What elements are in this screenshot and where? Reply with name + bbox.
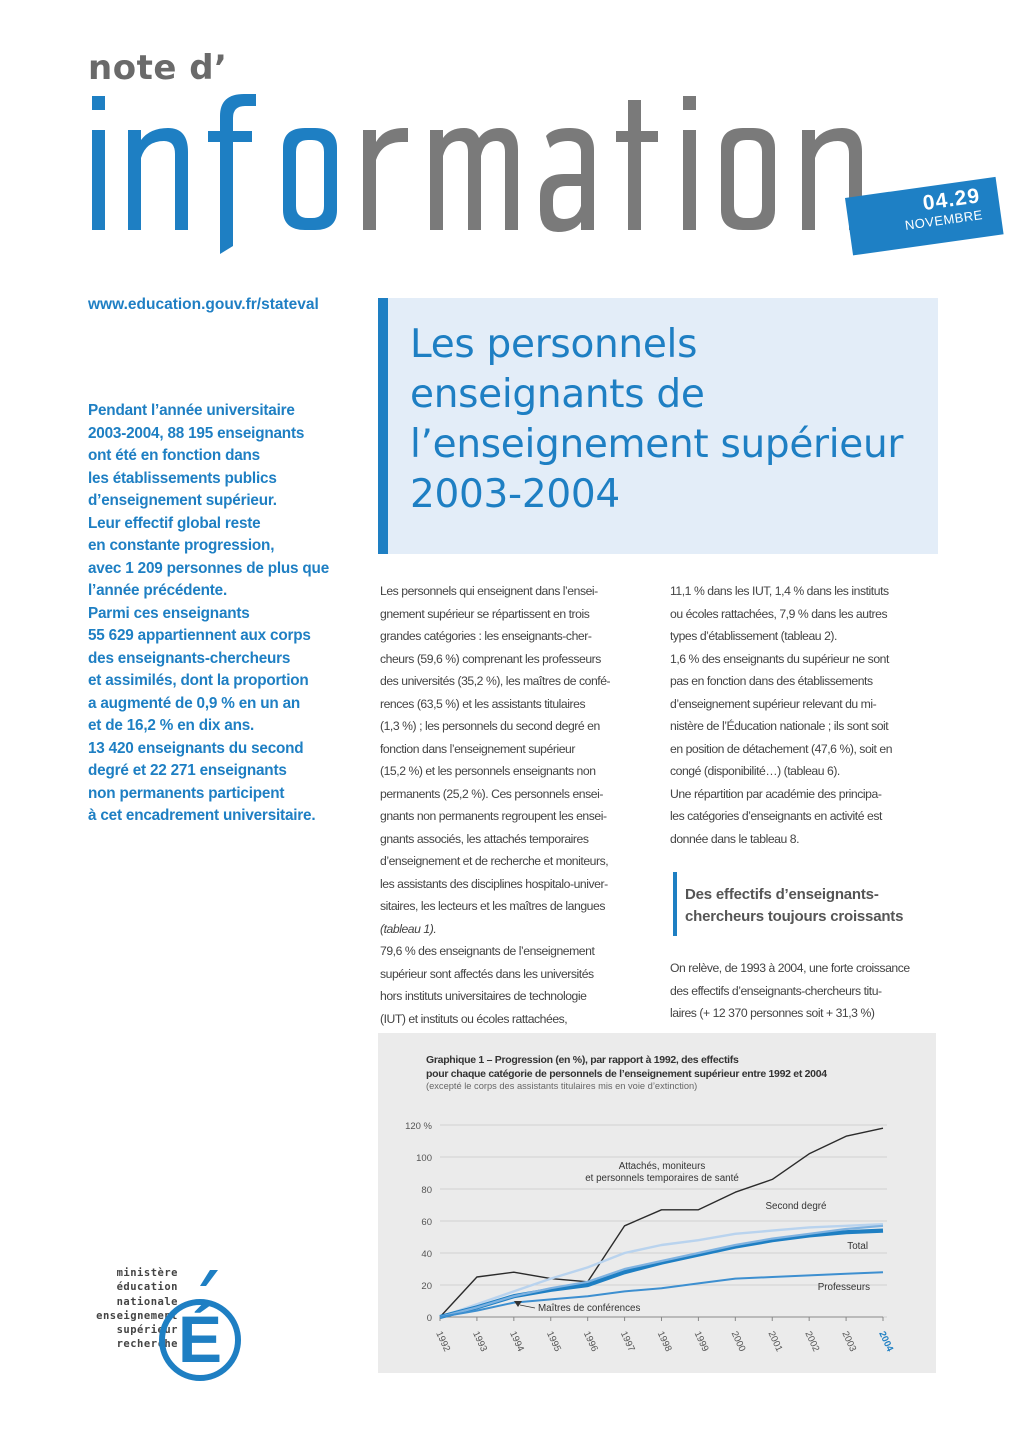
- body-line: d’enseignement supérieur relevant du mi-: [670, 696, 877, 711]
- note-label: note d’: [88, 48, 228, 88]
- x-tick-label: 1998: [654, 1329, 674, 1354]
- body-column-2-continued: [670, 957, 940, 1025]
- series-label: Attachés, moniteurs: [618, 1161, 706, 1172]
- series-label: Maîtres de conférences: [538, 1303, 641, 1314]
- x-tick-label: 1992: [433, 1329, 453, 1354]
- x-tick-label: 1999: [691, 1329, 711, 1354]
- summary-line: degré et 22 271 enseignants: [88, 762, 287, 779]
- body-line: grandes catégories : les enseignants-cher-: [380, 629, 592, 643]
- series-label: et personnels temporaires de santé: [585, 1173, 739, 1184]
- body-line: permanents (25,2 %). Ces personnels ensei-: [380, 786, 603, 801]
- y-tick-label: 100: [416, 1153, 432, 1164]
- ministry-logo-letter: É: [177, 1302, 223, 1376]
- body-line: gnement supérieur se répartissent en trois: [380, 606, 590, 621]
- y-tick-label: 120 %: [405, 1121, 432, 1132]
- chart-title-line: Graphique 1 – Progression (en %), par rapport à 1992, des effectifs: [426, 1054, 739, 1066]
- summary-line: à cet encadrement universitaire.: [88, 807, 316, 824]
- ministry-logo: [60, 1262, 260, 1392]
- website-link[interactable]: www.education.gouv.fr/stateval: [88, 296, 319, 313]
- line-chart: [378, 1033, 936, 1373]
- x-tick-label: 1995: [544, 1329, 563, 1354]
- article-title-line: l’enseignement supérieur: [410, 422, 904, 467]
- summary-line: en constante progression,: [88, 537, 275, 554]
- summary-line: Parmi ces enseignants: [88, 604, 250, 622]
- body-line: gnants non permanents regroupent les ensei-: [380, 809, 607, 823]
- masthead: [80, 86, 900, 266]
- subheading-line: Des effectifs d’enseignants-: [685, 886, 879, 903]
- ministry-line: recherche: [116, 1338, 178, 1351]
- body-line: On relève, de 1993 à 2004, une forte croissance: [670, 961, 910, 975]
- y-tick-label: 80: [421, 1185, 432, 1196]
- body-line: (tableau 1).: [380, 921, 437, 936]
- summary-line: 2003-2004, 88 195 enseignants: [88, 424, 305, 442]
- body-line: congé (disponibilité…) (tableau 6).: [670, 764, 840, 778]
- body-line: (15,2 %) et les personnels enseignants non: [380, 764, 596, 778]
- body-line: 11,1 % dans les IUT, 1,4 % dans les instituts: [670, 584, 889, 598]
- chart-subtitle: (excepté le corps des assistants titulaires mis en voie d’extinction): [426, 1081, 698, 1091]
- summary-abstract: [88, 400, 350, 828]
- y-tick-label: 40: [421, 1249, 432, 1260]
- summary-line: d’enseignement supérieur.: [88, 492, 277, 509]
- x-tick-label: 2003: [839, 1329, 859, 1354]
- y-tick-label: 0: [426, 1313, 432, 1324]
- label-pointer: [520, 1305, 535, 1308]
- issue-number: 04.29: [921, 184, 982, 216]
- article-title-box: [378, 298, 938, 554]
- x-tick-label: 2001: [765, 1329, 785, 1354]
- body-line: des effectifs d’enseignants-chercheurs titu-: [670, 983, 882, 998]
- pointer-arrow-icon: [514, 1301, 522, 1307]
- ministry-line: supérieur: [116, 1324, 178, 1337]
- summary-line: non permanents participent: [88, 784, 285, 802]
- summary-line: Leur effectif global reste: [88, 514, 261, 532]
- ministry-line: éducation: [116, 1281, 178, 1294]
- ministry-e-emblem: [158, 1262, 248, 1392]
- body-line: supérieur sont affectés dans les universités: [380, 966, 594, 981]
- body-line: (IUT) et instituts ou écoles rattachées,: [380, 1011, 568, 1026]
- body-line: des universités (35,2 %), les maîtres de confé-: [380, 674, 611, 688]
- summary-line: 13 420 enseignants du second: [88, 739, 304, 757]
- x-tick-label: 2002: [802, 1329, 822, 1354]
- body-line: donnée dans le tableau 8.: [670, 831, 800, 846]
- summary-line: avec 1 209 personnes de plus que: [88, 559, 330, 577]
- body-line: Une répartition par académie des principa-: [670, 786, 882, 801]
- summary-line: les établissements publics: [88, 469, 277, 487]
- summary-line: et de 16,2 % en dix ans.: [88, 717, 255, 734]
- masthead-wordmark: [80, 86, 900, 266]
- body-line: les catégories d’enseignants en activité est: [670, 809, 882, 823]
- body-line: types d’établissement (tableau 2).: [670, 629, 837, 643]
- ministry-line: enseignement: [96, 1309, 178, 1322]
- chart-panel: [378, 1033, 936, 1373]
- series-label: Professeurs: [817, 1282, 870, 1293]
- section-subheading: [673, 872, 938, 936]
- x-tick-label: 1997: [617, 1329, 637, 1354]
- chart-title-line: pour chaque catégorie de personnels de l’enseignement supérieur entre 1992 et 2004: [426, 1068, 827, 1080]
- series-line: [440, 1224, 883, 1317]
- x-tick-label: 1996: [580, 1329, 600, 1354]
- body-line: pas en fonction dans des établissements: [670, 674, 873, 688]
- body-line: 1,6 % des enseignants du supérieur ne sont: [670, 651, 889, 666]
- summary-line: ont été en fonction dans: [88, 447, 260, 464]
- body-line: 79,6 % des enseignants de l’enseignement: [380, 944, 595, 958]
- y-tick-label: 60: [421, 1217, 432, 1228]
- body-line: en position de détachement (47,6 %), soit en: [670, 741, 893, 756]
- summary-line: 55 629 appartiennent aux corps: [88, 627, 311, 644]
- body-column-1: [380, 580, 650, 1030]
- body-column-2: [670, 580, 940, 850]
- x-tick-label: 2000: [728, 1329, 748, 1354]
- y-tick-label: 20: [421, 1281, 432, 1292]
- summary-line: Pendant l’année universitaire: [88, 402, 295, 419]
- body-line: fonction dans l’enseignement supérieur: [380, 741, 575, 756]
- summary-line: a augmenté de 0,9 % en un an: [88, 694, 301, 712]
- ministry-line: ministère: [116, 1267, 178, 1279]
- x-tick-label: 1993: [470, 1329, 490, 1354]
- body-line: laires (+ 12 370 personnes soit + 31,3 %): [670, 1006, 875, 1020]
- summary-line: l’année précédente.: [88, 582, 228, 599]
- body-line: nistère de l’Éducation nationale ; ils sont soit: [670, 719, 889, 733]
- body-line: les assistants des disciplines hospitalo-univer-: [380, 876, 608, 891]
- x-tick-label: 2004: [876, 1329, 896, 1354]
- x-tick-label: 1994: [507, 1329, 527, 1354]
- summary-line: des enseignants-chercheurs: [88, 649, 291, 667]
- article-title-line: enseignants de: [410, 372, 705, 417]
- article-title-line: Les personnels: [410, 322, 698, 367]
- body-line: cheurs (59,6 %) comprenant les professeurs: [380, 651, 601, 666]
- body-line: (1,3 %) ; les personnels du second degré en: [380, 719, 600, 733]
- ministry-line: nationale: [116, 1295, 178, 1308]
- body-line: d’enseignement et de recherche et moniteurs,: [380, 854, 609, 868]
- body-line: gnants associés, les attachés temporaires: [380, 831, 589, 846]
- article-title-line: 2003-2004: [410, 472, 620, 517]
- body-line: hors instituts universitaires de technologie: [380, 989, 587, 1003]
- summary-line: et assimilés, dont la proportion: [88, 672, 309, 689]
- subheading-line: chercheurs toujours croissants: [685, 908, 904, 925]
- series-label: Second degré: [765, 1201, 827, 1212]
- body-line: ou écoles rattachées, 7,9 % dans les autres: [670, 606, 888, 621]
- series-label: Total: [847, 1241, 868, 1252]
- body-line: rences (63,5 %) et les assistants titulaires: [380, 696, 586, 711]
- body-line: sitaires, les lecteurs et les maîtres de langues: [380, 899, 605, 913]
- body-line: Les personnels qui enseignent dans l’ensei-: [380, 584, 598, 598]
- issue-month: NOVEMBRE: [903, 207, 984, 233]
